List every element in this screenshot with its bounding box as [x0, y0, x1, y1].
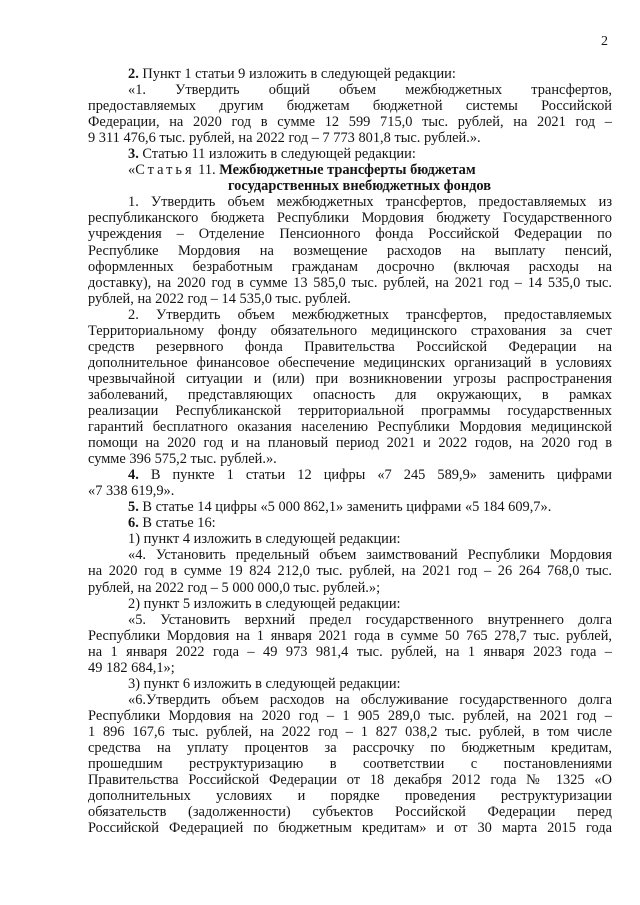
paragraph-text: В статье 16: — [138, 515, 216, 532]
text-line: оформленных безработным гражданам досрочно (включая расходы на — [88, 258, 612, 275]
paragraph-point5-quote — [88, 612, 612, 676]
text-line: республиканского бюджета Республики Мордовия бюджету Государственного — [88, 210, 612, 227]
text-line: 9 311 476,6 тыс. рублей, на 2022 год – 7 773 801,8 тыс. рублей.». — [88, 130, 481, 147]
text-line: Федерации, на 2020 год в сумме 12 599 715,0 тыс. рублей, на 2021 год – — [88, 114, 612, 131]
text-line: Правительства Российской Федерации от 18 декабря 2012 года № 1325 «О — [88, 772, 612, 789]
paragraph-point4-quote — [88, 547, 612, 595]
document-body — [88, 66, 612, 836]
text-line: сумме 396 575,2 тыс. рублей.». — [88, 451, 277, 468]
heading-title-line2: государственных внебюджетных фондов — [228, 178, 492, 195]
paragraph-text: В статье 14 цифры «5 000 862,1» заменить цифрами «5 184 609,7». — [138, 499, 552, 516]
item-number: 6. — [128, 515, 139, 532]
paragraph-article9-quote — [88, 82, 612, 146]
text-line: на 2020 год в сумме 19 824 212,0 тыс. рублей, на 2021 год – 26 264 768,0 тыс. — [88, 563, 612, 580]
text-line: 2. Утвердить объем межбюджетных трансфертов, предоставляемых — [128, 306, 612, 323]
page-number: 2 — [601, 34, 608, 49]
text-line: «4. Установить предельный объем заимствований Республики Мордовия — [128, 547, 612, 564]
paragraph-item-5 — [88, 499, 612, 515]
paragraph-text: Статью 11 изложить в следующей редакции: — [138, 146, 416, 163]
subpoint-1-intro: 1) пункт 4 изложить в следующей редакции: — [128, 531, 401, 548]
heading-number: 11. — [194, 162, 220, 179]
paragraph-item-2 — [88, 66, 612, 82]
text-line: обязательств (задолженности) субъектов Российской Федерации перед — [88, 804, 612, 821]
paragraph-item-4 — [88, 467, 612, 499]
text-line: чрезвычайной ситуации и (или) при возникновении угрозы распространения — [88, 370, 612, 387]
text-line: 49 182 684,1»; — [88, 659, 175, 676]
article-heading — [88, 162, 612, 194]
subpoint-3-intro: 3) пункт 6 изложить в следующей редакции: — [128, 675, 401, 692]
subpoint-2-intro: 2) пункт 5 изложить в следующей редакции: — [128, 595, 401, 612]
text-line: рублей, на 2022 год – 14 535,0 тыс. рублей. — [88, 290, 351, 307]
text-line: заболеваний, представляющих опасность для окружающих, в рамках — [88, 386, 612, 403]
text-line: «5. Установить верхний предел государственного внутреннего долга — [128, 611, 612, 628]
text-line: помощи на 2020 год и на плановый период 2021 и 2022 годов, на 2020 год в — [88, 435, 612, 452]
text-line: Республики Мордовия на 2020 год – 1 905 289,0 тыс. рублей, на 2021 год – — [88, 707, 612, 724]
item-number: 2. — [128, 66, 139, 82]
text-line: средства на уплату процентов за рассрочку по бюджетным кредитам, — [88, 739, 612, 756]
paragraph-point6-quote — [88, 692, 612, 836]
text-line: «6.Утвердить объем расходов на обслуживание государственного долга — [128, 691, 612, 708]
text-line: 1. Утвердить объем межбюджетных трансфертов, предоставляемых из — [128, 194, 612, 211]
text-line: доставку), на 2020 год в сумме 13 585,0 тыс. рублей, на 2021 год – 14 535,0 тыс. — [88, 274, 612, 291]
heading-title-line1: Межбюджетные трансферты бюджетам — [219, 162, 476, 179]
text-line: предоставляемых другим бюджетам бюджетной системы Российской — [88, 98, 612, 115]
text-line: Республики Мордовия на 1 января 2021 года в сумме 50 765 278,7 тыс. рублей, — [88, 627, 612, 644]
text-line: рублей, на 2022 год – 5 000 000,0 тыс. рублей.»; — [88, 579, 381, 596]
text-line: В пункте 1 статьи 12 цифры «7 245 589,9» заменить цифрами — [138, 467, 612, 484]
item-number: 4. — [128, 467, 139, 484]
text-line: «7 338 619,9». — [88, 483, 175, 500]
text-line: Российской Федерацией по бюджетным кредитам» и от 30 марта 2015 года — [88, 820, 612, 837]
text-line: учреждения – Отделение Пенсионного фонда Российской Федерации по — [88, 226, 612, 243]
text-line: гарантий бесплатного оказания населению Республики Мордовия медицинской — [88, 419, 612, 436]
text-line: реализации Республиканской территориальной программы государственных — [88, 402, 612, 419]
paragraph-text: Пункт 1 статьи 9 изложить в следующей редакции: — [138, 66, 456, 82]
heading-word: Статья — [135, 162, 195, 179]
item-number: 5. — [128, 499, 139, 516]
text-line: прошедшим реструктуризацию в соответствии с постановлениями — [88, 756, 612, 773]
text-line: дополнительных условиях и порядке проведения реструктуризации — [88, 788, 612, 805]
paragraph-article11-point1 — [88, 194, 612, 306]
text-line: Республике Мордовия на возмещение расходов на выплату пенсий, — [88, 242, 612, 259]
text-line: средств резервного фонда Правительства Российской Федерации на — [88, 338, 612, 355]
heading-prefix: « — [128, 162, 136, 179]
text-line: на 1 января 2022 года – 49 973 981,4 тыс. рублей, на 1 января 2023 года – — [88, 643, 612, 660]
paragraph-article11-point2 — [88, 307, 612, 467]
paragraph-item-6 — [88, 515, 612, 531]
text-line: Территориальному фонду обязательного медицинского страхования за счет — [88, 322, 612, 339]
text-line: 1 896 167,6 тыс. рублей, на 2022 год – 1 827 038,2 тыс. рублей, в том числе — [88, 723, 612, 740]
item-number: 3. — [128, 146, 139, 163]
text-line: «1. Утвердить общий объем межбюджетных трансфертов, — [128, 82, 612, 99]
paragraph-item-3 — [88, 146, 612, 162]
text-line: дополнительное финансовое обеспечение медицинских организаций в условиях — [88, 354, 612, 371]
